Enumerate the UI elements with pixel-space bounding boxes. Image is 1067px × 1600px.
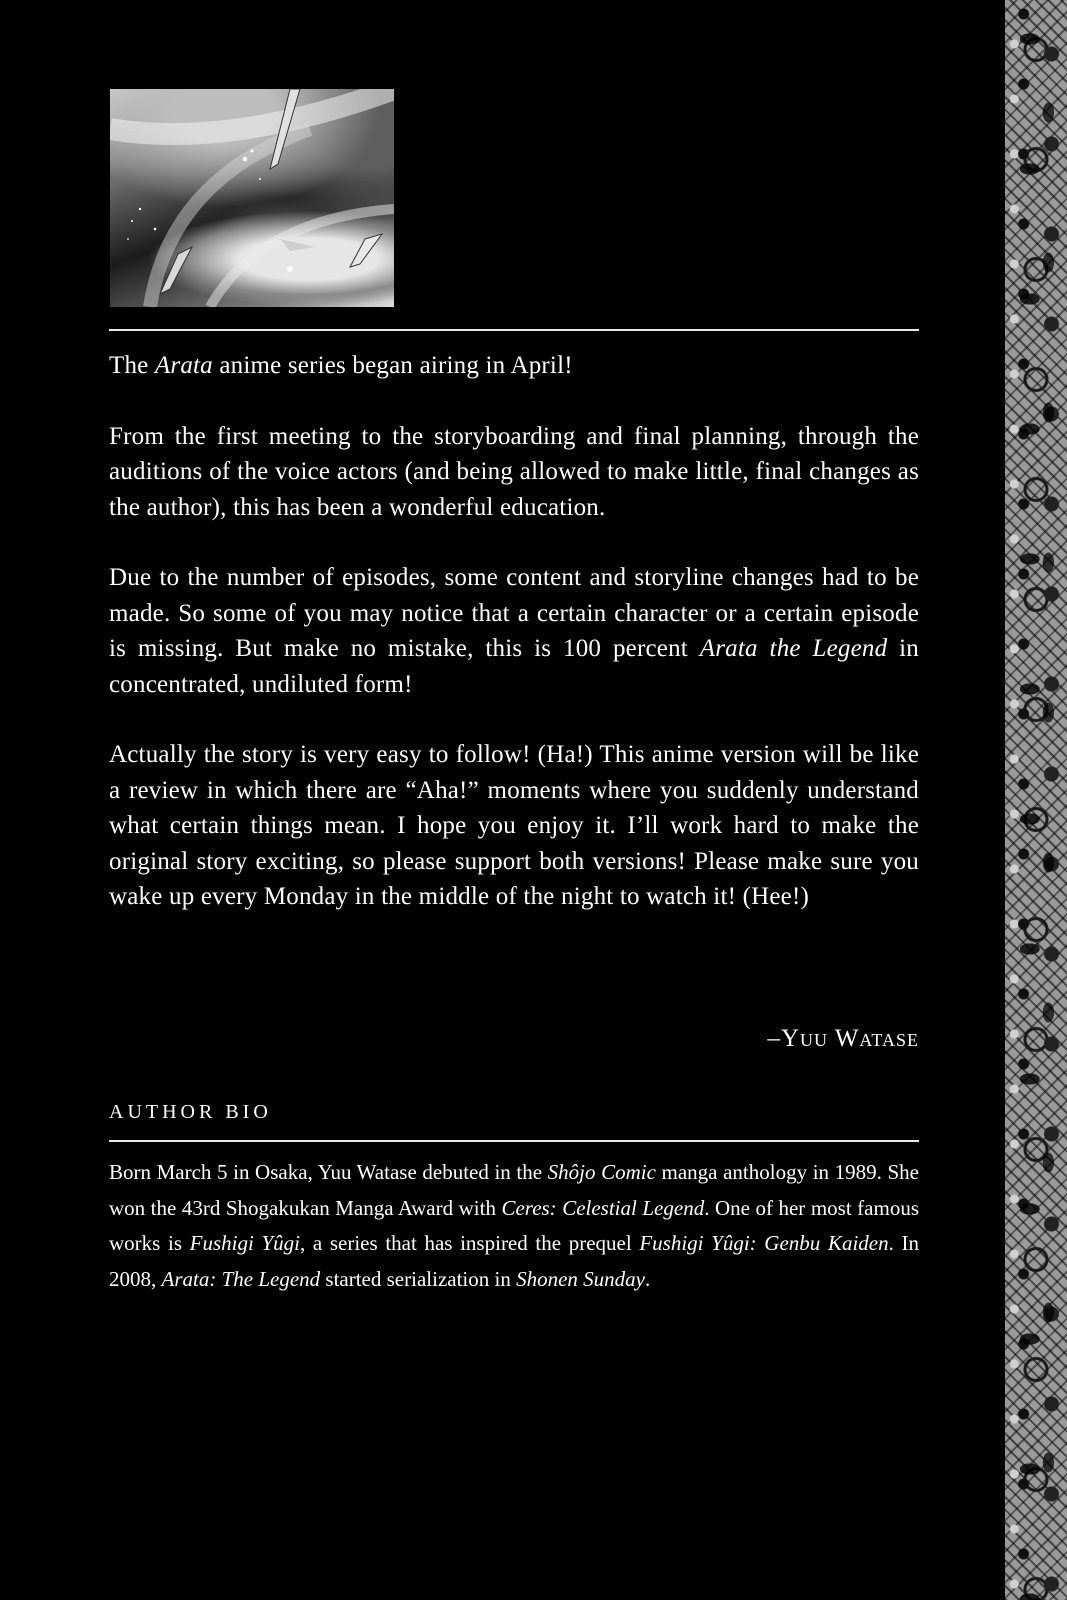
intro-title: Arata xyxy=(154,352,213,379)
bio-text-7: . xyxy=(645,1266,651,1291)
author-bio-text xyxy=(109,1155,919,1297)
afterword-text xyxy=(109,348,919,915)
intro-paragraph xyxy=(109,348,919,384)
bio-text-3: . One of her most famous works is xyxy=(109,1195,919,1255)
intro-prefix: The xyxy=(109,352,155,379)
bio-text-2: manga anthology in 1989. She won the 43rd Shogakukan Manga Award with xyxy=(109,1160,919,1220)
changes-text-1: Due to the number of episodes, some content and storyline changes had to be made. So some of you may notice that a certain character or a certain episode is missing. But make no mistake, this is 100 percent xyxy=(109,564,919,662)
bio-title-ceres: Ceres: Celestial Legend xyxy=(501,1195,705,1220)
bio-text-1: Born March 5 in Osaka, Yuu Watase debuted in the xyxy=(109,1160,548,1184)
changes-title: Arata the Legend xyxy=(699,635,888,662)
bio-title-arata: Arata: The Legend xyxy=(161,1266,321,1291)
crystal-shards-graphic xyxy=(110,89,394,307)
bio-title-fushigi-yugi: Fushigi Yûgi xyxy=(189,1231,300,1255)
paragraph-changes xyxy=(109,560,919,702)
intro-suffix: anime series began airing in April! xyxy=(212,352,573,379)
bio-title-genbu-kaiden: Fushigi Yûgi: Genbu Kaiden xyxy=(639,1231,889,1255)
changes-text-2: in concentrated, undiluted form! xyxy=(109,635,919,698)
paragraph-story: Actually the story is very easy to follow! (Ha!) This anime version will be like a review in which there are “Aha!” moments where you suddenly understand what certain things mean. I hope you enjoy it. I’ll work hard to make the original story exciting, so please support both versions! Please make sure you wake up every Monday in the middle of the night to watch it! (Hee!) xyxy=(109,741,919,910)
bio-text-5: . In 2008, xyxy=(109,1231,920,1291)
bio-title-shojo-comic: Shôjo Comic xyxy=(547,1160,656,1184)
bio-text-6: started serialization in xyxy=(320,1266,517,1291)
author-signature: –Yuu Watase xyxy=(767,1025,919,1052)
floral-border-pattern xyxy=(1005,0,1067,1600)
bio-divider xyxy=(109,1140,919,1142)
author-bio-heading: AUTHOR BIO xyxy=(109,1101,272,1123)
space-illustration xyxy=(110,89,394,307)
bio-text-4: , a series that has inspired the prequel xyxy=(299,1231,640,1255)
paragraph-planning: From the first meeting to the storyboarding and final planning, through the auditions of the voice actors (and being allowed to make little, final changes as the author), this has been a wonderful education. xyxy=(109,422,919,521)
bio-title-shonen-sunday: Shonen Sunday xyxy=(516,1266,645,1291)
top-divider xyxy=(109,329,919,331)
